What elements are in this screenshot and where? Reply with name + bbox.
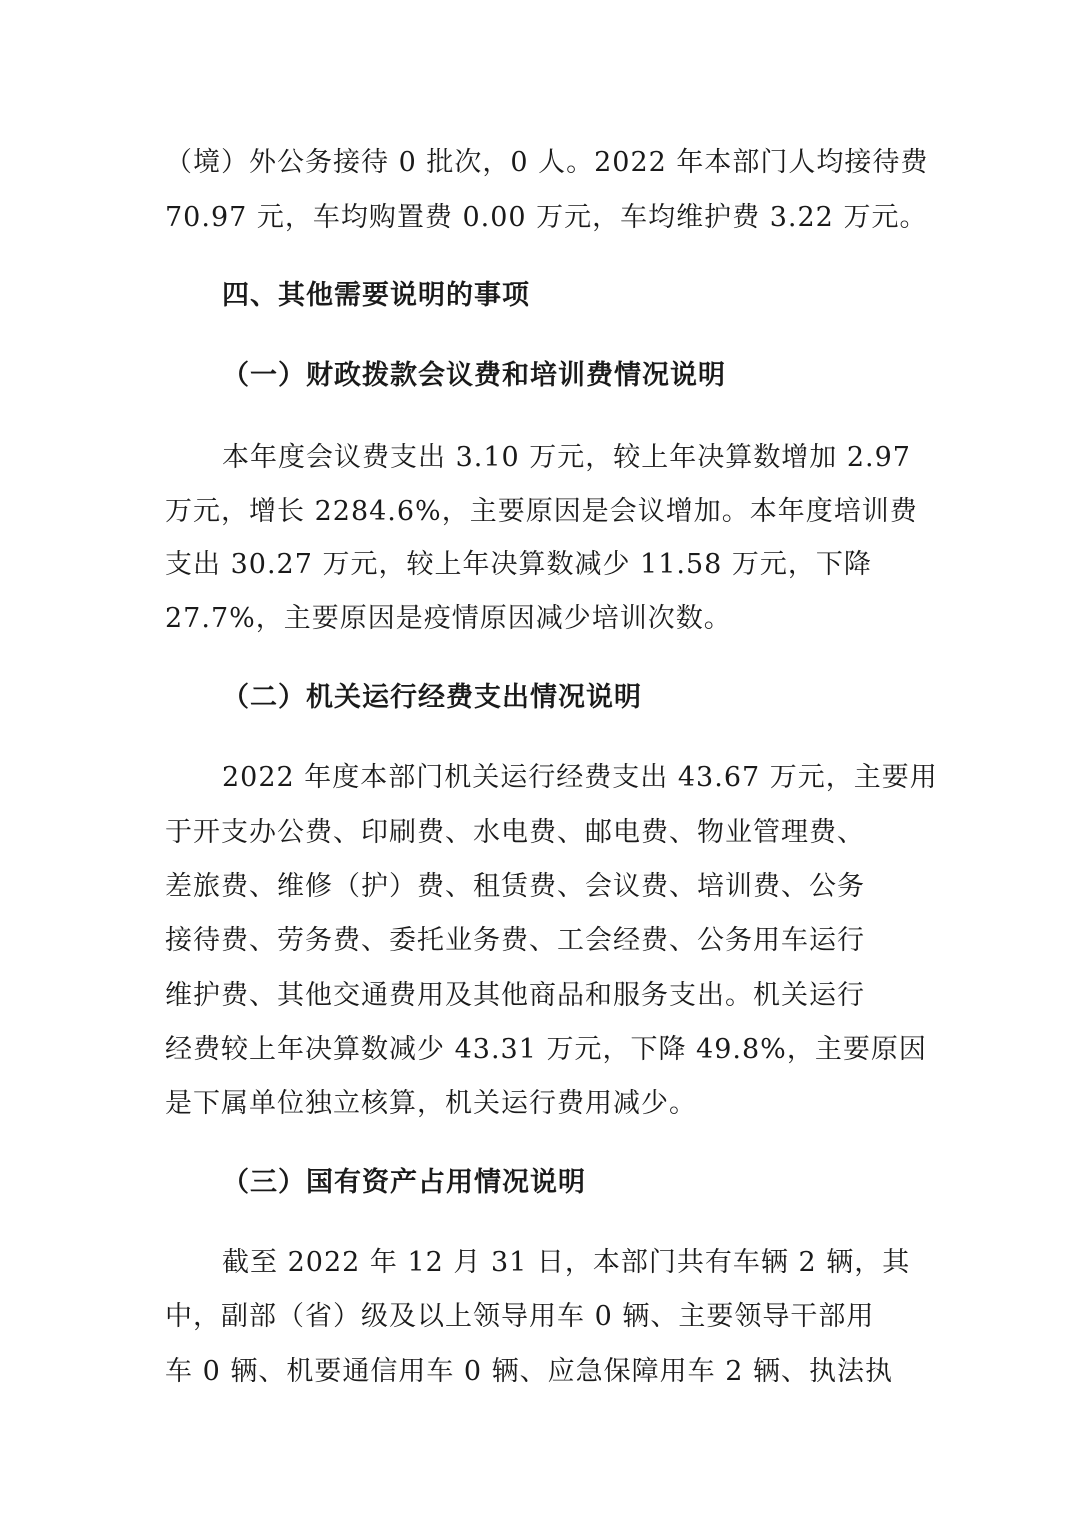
paragraph-line: 接待费、劳务费、委托业务费、工会经费、公务用车运行 <box>165 925 865 956</box>
paragraph-line: 支出 30.27 万元，较上年决算数减少 11.58 万元，下降 <box>165 549 872 580</box>
paragraph-line: 差旅费、维修（护）费、租赁费、会议费、培训费、公务 <box>165 871 865 902</box>
paragraph-line: 27.7%，主要原因是疫情原因减少培训次数。 <box>165 603 732 634</box>
paragraph-line: 车 0 辆、机要通信用车 0 辆、应急保障用车 2 辆、执法执 <box>165 1356 894 1387</box>
paragraph-line: 经费较上年决算数减少 43.31 万元，下降 49.8%，主要原因 <box>165 1034 927 1065</box>
paragraph-line: （境）外公务接待 0 批次，0 人。2022 年本部门人均接待费 <box>165 147 929 178</box>
subsection-heading: （三）国有资产占用情况说明 <box>222 1167 586 1198</box>
paragraph-line: 于开支办公费、印刷费、水电费、邮电费、物业管理费、 <box>165 817 865 848</box>
subsection-heading: （二）机关运行经费支出情况说明 <box>222 682 642 713</box>
paragraph-line: 中，副部（省）级及以上领导用车 0 辆、主要领导干部用 <box>165 1301 875 1332</box>
paragraph-line: 2022 年度本部门机关运行经费支出 43.67 万元，主要用 <box>222 762 938 793</box>
paragraph-line: 本年度会议费支出 3.10 万元，较上年决算数增加 2.97 <box>222 442 911 473</box>
paragraph-line: 维护费、其他交通费用及其他商品和服务支出。机关运行 <box>165 980 865 1011</box>
paragraph-line: 万元，增长 2284.6%，主要原因是会议增加。本年度培训费 <box>165 496 918 527</box>
paragraph-line: 截至 2022 年 12 月 31 日，本部门共有车辆 2 辆，其 <box>222 1247 911 1278</box>
paragraph-line: 70.97 元，车均购置费 0.00 万元，车均维护费 3.22 万元。 <box>165 202 928 233</box>
subsection-heading: （一）财政拨款会议费和培训费情况说明 <box>222 360 726 391</box>
section-heading: 四、其他需要说明的事项 <box>222 280 530 311</box>
paragraph-line: 是下属单位独立核算，机关运行费用减少。 <box>165 1088 697 1119</box>
